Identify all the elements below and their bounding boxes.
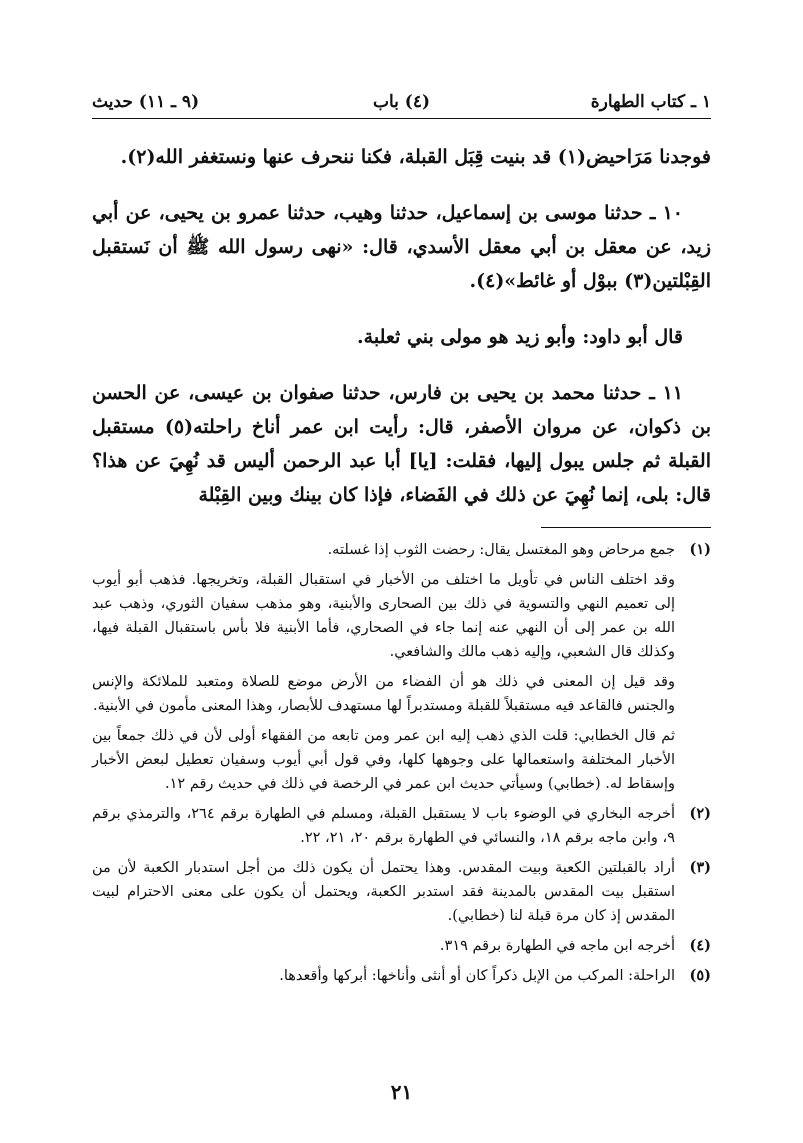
- footnote-text: جمع مرحاض وهو المغتسل يقال: رحضت الثوب إذا غسلته.: [327, 542, 675, 558]
- footnote-5: [92, 964, 711, 988]
- abu-dawud-comment: قال أبو داود: وأبو زيد هو مولى بني ثعلبة.: [357, 326, 683, 348]
- hadith-11: ١١ ـ حدثنا محمد بن يحيى بن فارس، حدثنا صفوان بن عيسى، عن الحسن بن ذكوان، عن مروان الأصفر، قال: رأيت ابن عمر أناخ راحلته(٥) مستقبل القبلة ثم جلس يبول إليها، فقلت: [يا] أبا عبد الرحمن أليس قد نُهِيَ عن هذا؟ قال: بلى، إنما نُهِيَ عن ذلك في الفَضاء، فإذا كان بينك وبين القِبْلة: [92, 382, 711, 506]
- running-header: [92, 92, 711, 119]
- footnote-number: (٣): [689, 859, 711, 876]
- footnote-2: [92, 802, 711, 850]
- footnote-number: (١): [689, 541, 711, 558]
- footnote-1: [92, 538, 711, 796]
- hadith-10: ١٠ ـ حدثنا موسى بن إسماعيل، حدثنا وهيب، حدثنا عمرو بن يحيى، عن أبي زيد، عن معقل بن أبي معقل الأسدي، قال: «نهى رسول الله ﷺ أن نَستقبل القِبْلتين(٣) ببوْل أو غائط»(٤).: [92, 202, 711, 292]
- footnote-number: (٢): [689, 805, 711, 822]
- paragraph-continuation: فوجدنا مَرَاحيض(١) قد بنيت قِبَل القبلة، فكنا ننحرف عنها ونستغفر الله(٢).: [120, 146, 711, 168]
- main-text: [92, 140, 711, 534]
- header-book-title: ١ ـ كتاب الطهارة: [590, 92, 711, 112]
- footnote-text: ثم قال الخطابي: قلت الذي ذهب إليه ابن عمر ومن تابعه من الفقهاء أولى لأن في ذلك جمعاً بين الأخبار المختلفة واستعمالها على وجوهها كلها، وفي قول أبي أيوب وسفيان تعطيل لبعض الأخبار وإسقاط له. (خطابي) وسيأتي حديث ابن عمر في الرخصة في ذلك في حديث رقم ١٢.: [92, 728, 675, 792]
- footnote-text: أخرجه البخاري في الوضوء باب لا يستقبل القبلة، ومسلم في الطهارة برقم ٢٦٤، والترمذي برقم ٩، وابن ماجه برقم ١٨، والنسائي في الطهارة برقم ٢٠، ٢١، ٢٢.: [92, 806, 675, 846]
- footnote-4: [92, 934, 711, 958]
- header-hadith-range: (٩ ـ ١١) حديث: [92, 92, 200, 112]
- page-number: ٢١: [390, 1080, 413, 1104]
- footnote-text: أراد بالقبلتين الكعبة وبيت المقدس. وهذا يحتمل أن يكون ذلك من أجل استدبار الكعبة لأن من استقبل بيت المقدس بالمدينة فقد استدبر الكعبة، ويحتمل أن يكون على معنى الاحترام لبيت المقدس إذ كان مرة قبلة لنا (خطابي).: [92, 860, 675, 924]
- footnote-text: الراحلة: المركب من الإبل ذكراً كان أو أنثى وأناخها: أبركها وأقعدها.: [279, 968, 675, 984]
- footnote-text: وقد قيل إن المعنى في ذلك هو أن الفضاء من الأرض موضع للصلاة ومتعبد للملائكة والإنس والجنس فالقاعد فيه مستقبلاً للقبلة ومستدبراً لها مستهدف للأبصار، وهذا المعنى مأمون في الأبنية.: [92, 674, 675, 714]
- footnote-separator: [541, 527, 711, 528]
- footnote-text: أخرجه ابن ماجه في الطهارة برقم ٣١٩.: [439, 938, 675, 954]
- footnote-number: (٤): [689, 937, 711, 954]
- footnote-text: وقد اختلف الناس في تأويل ما اختلف من الأخبار في استقبال القبلة، وتخريجها. فذهب أبو أيوب إلى تعميم النهي والتسوية في ذلك بين الصحارى والأبنية، وهو مذهب سفيان الثوري، وذهب عبد الله بن عمر إلى أن النهي عنه إنما جاء في الصحاري، فأما الأبنية فلا بأس باستقبال القبلة فيها، وكذلك قال الشعبي، وإليه ذهب مالك والشافعي.: [92, 572, 675, 660]
- footnote-3: [92, 856, 711, 928]
- footnote-number: (٥): [689, 967, 711, 984]
- footnotes: [92, 538, 711, 994]
- header-chapter: (٤) باب: [372, 92, 431, 112]
